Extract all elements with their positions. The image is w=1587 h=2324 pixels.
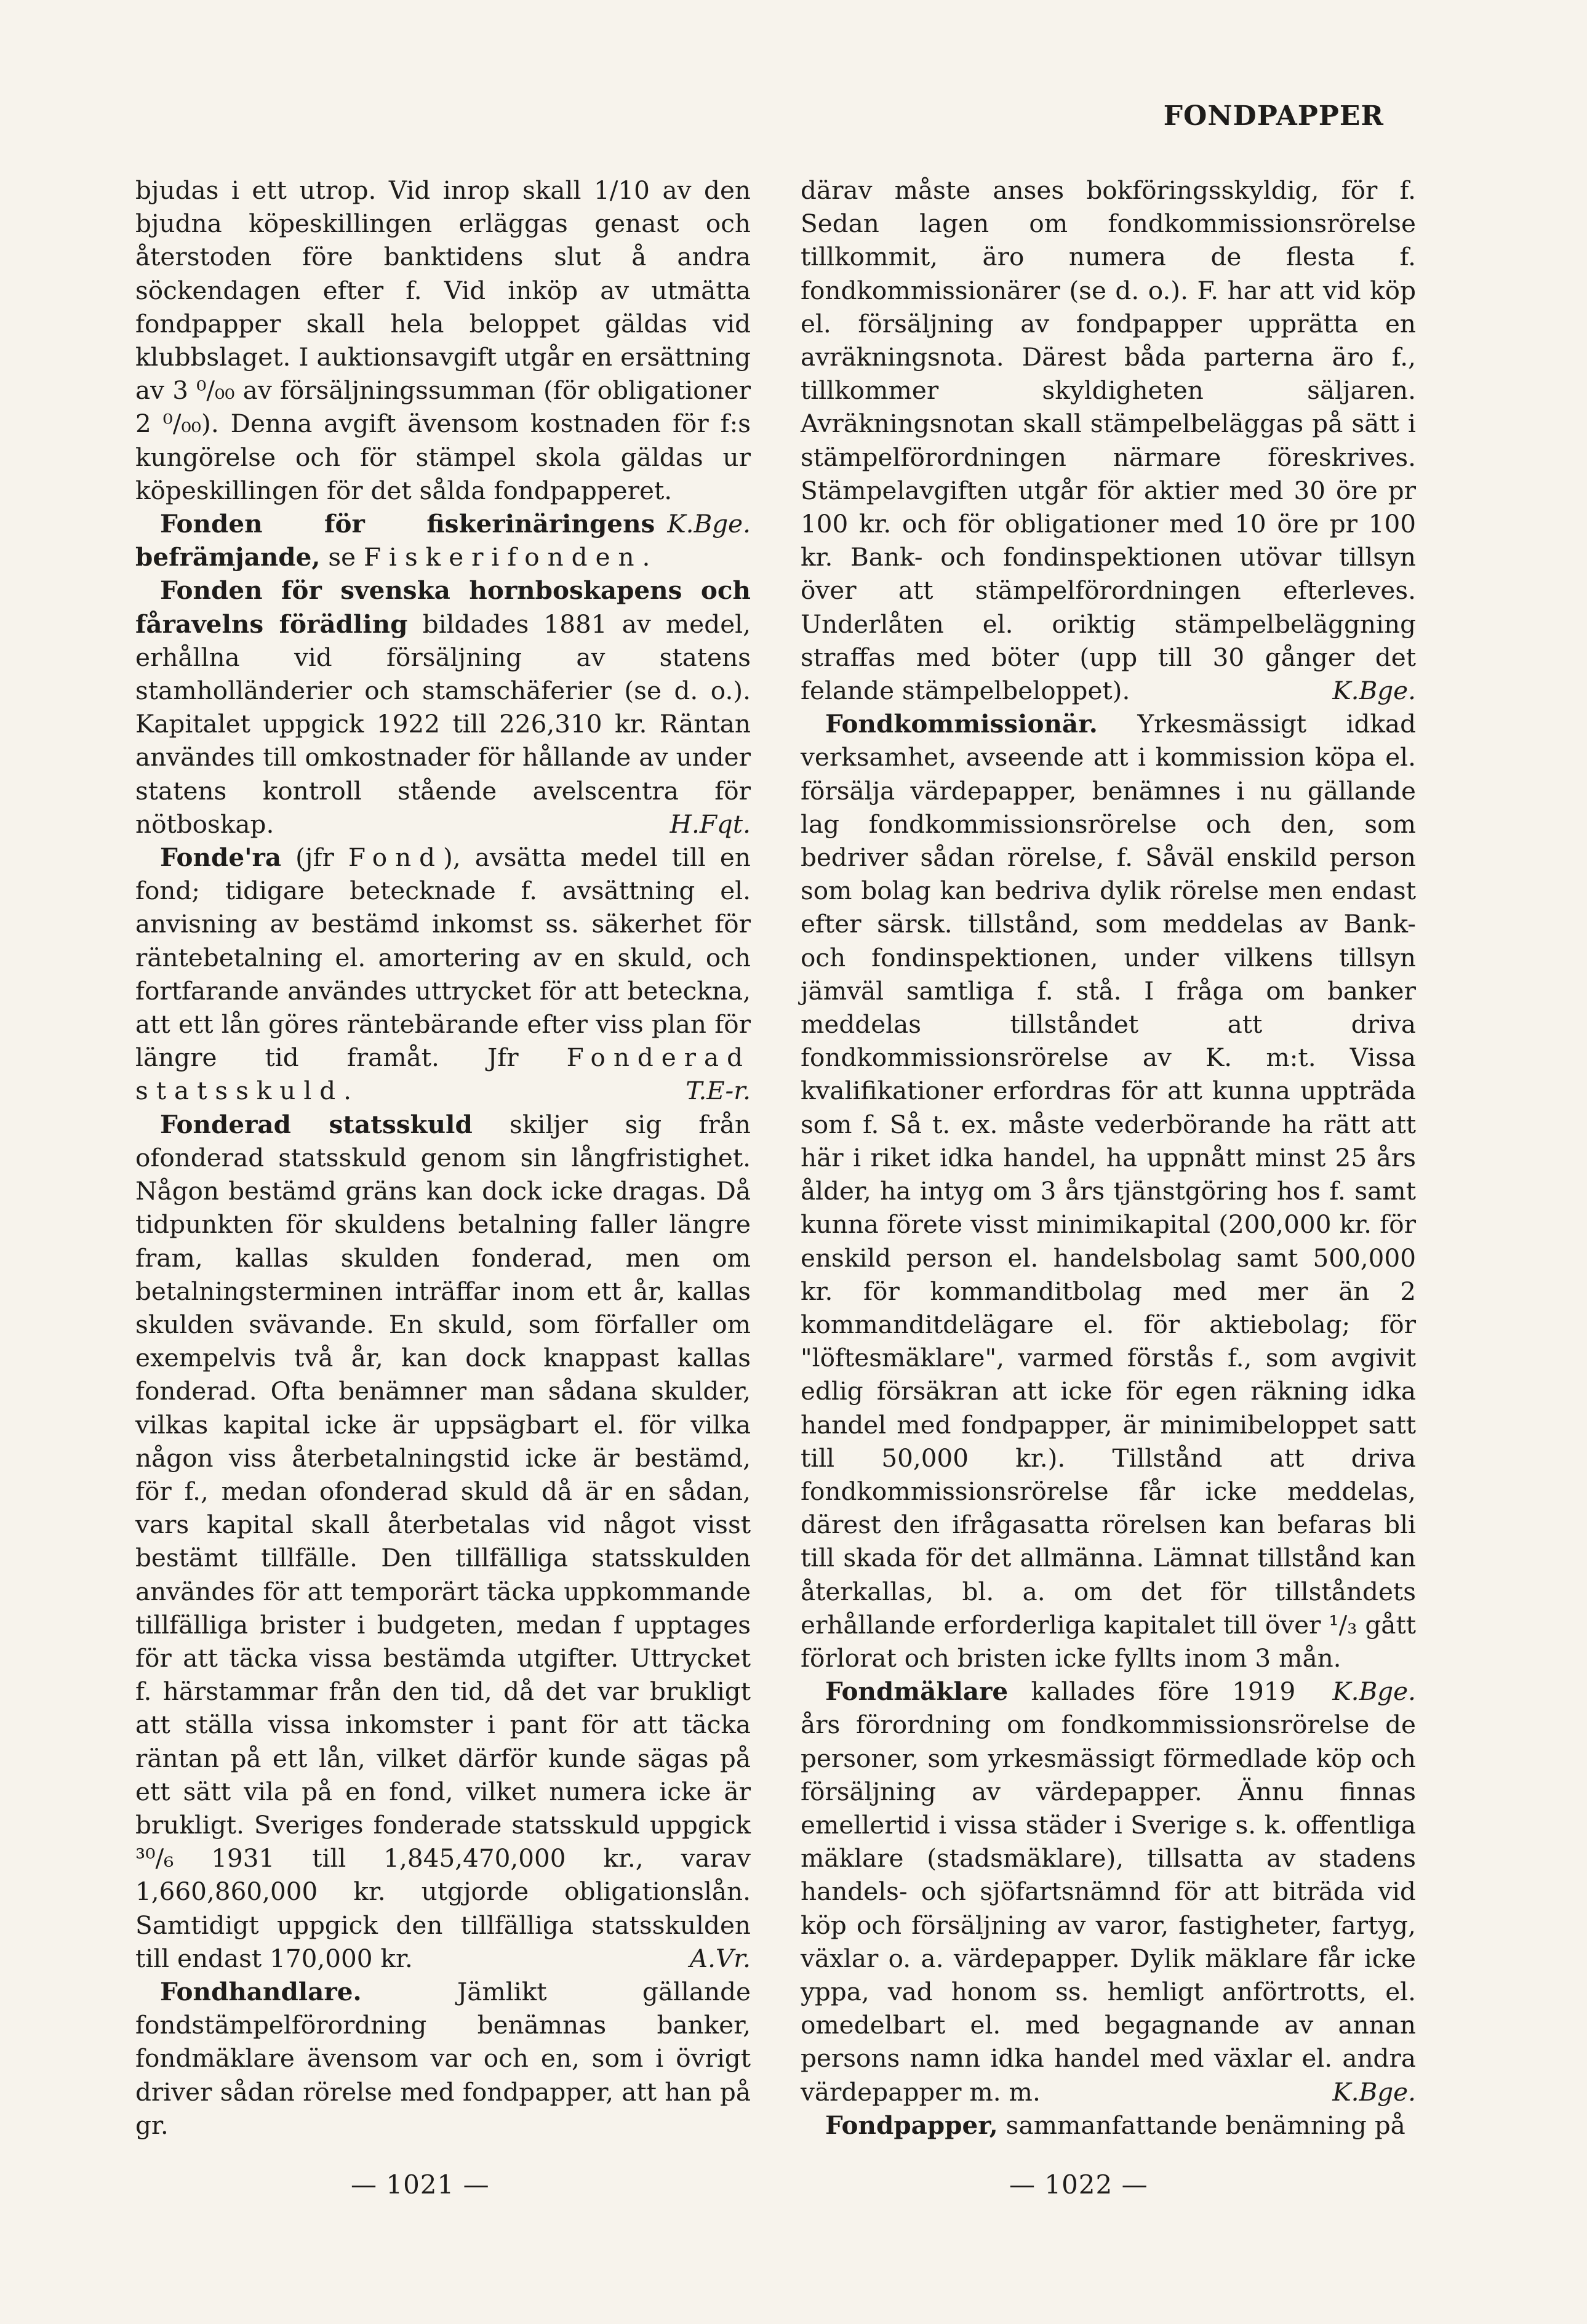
body-text: skiljer sig från ofonderad statsskuld genom sin långfristighet. Någon bestämd gräns kan dock icke dragas. Då tidpunkten för skuldens betalning faller längre fram, kallas skulden fonderad, men om betalningsterminen inträffar inom ett år, kallas skulden svävande. En skuld, som förfaller om exempelvis två år, kan dock knappast kallas fonderad. Ofta benämner man sådana skulder, vilkas kapital icke är uppsägbart el. för vilka någon viss återbetalningstid icke är bestämd, för f., medan ofonderad skuld då är en sådan, vars kapital skall återbetalas vid något visst bestämt tillfälle. Den tillfälliga statsskulden användes för att temporärt täcka uppkommande tillfälliga brister i budgeten, medan f upptages för att täcka vissa bestämda utgifter. Uttrycket f. härstammar från den tid, då det var brukligt att ställa vissa inkomster i pant för att täcka räntan på ett lån, vilket därför kunde sägas på ett sätt vila på en fond, vilket numera icke är brukligt. Sveriges fonderade statsskuld uppgick ³⁰/₆ 1931 till 1,845,470,000 kr., varav 1,660,860,000 kr. utgjorde obligationslån. Samtidigt uppgick den tillfälliga statsskulden till endast 170,000 kr. [135,1109,751,1973]
author-signature: H.Fqt. [670,809,751,839]
author-signature: K.Bge. [1332,1677,1416,1707]
article-continuation [135,174,751,539]
entry-fonden-fiskerinaringen [135,507,751,574]
author-signature: T.E-r. [686,1076,751,1106]
headword: Fondhandlare. [160,1976,362,2006]
entry-fonden-hornboskap [135,574,751,841]
body-text: bjudas i ett utrop. Vid inrop skall 1/10 av den bjudna köpeskillingen erläggas genast och återstoden före banktidens slut å andra söckendagen efter f. Vid inköp av utmätta fondpapper skall hela beloppet gäldas vid klubbslaget. I auktionsavgift utgår en ersättning av 3 ⁰/₀₀ av försäljningssumman (för obligationer 2 ⁰/₀₀). Denna avgift ävensom kostnaden för f:s kungörelse och för stämpel skola gäldas ur köpeskillingen för det sålda fondpapperet. [135,175,751,505]
body-text: kallades före 1919 års förordning om fondkommissionsrörelse de personer, som yrkesmässigt förmedlade köp och försäljning av värdepapper. Ännu finnas emellertid i vissa städer i Sverige s. k. offentliga mäklare (stadsmäklare), tillsatta av stadens handels- och sjöfartsnämnd för att biträda vid köp och försäljning av varor, fastigheter, fartyg, växlar o. a. värdepapper. Dylik mäklare får icke yppa, vad honom ss. hemligt anförtrotts, el. omedelbart el. med begagnande av annan persons namn idka handel med växlar el. andra värdepapper m. m. [801,1677,1416,2107]
entry-fondhandlare [135,1975,751,2142]
author-signature: K.Bge. [1332,2077,1416,2107]
headword: Fondpapper, [825,2110,998,2140]
article-continuation [801,174,1416,707]
body-text: bildades 1881 av medel, erhållna vid försäljning av statens stamholländerier och stamschäferier (se d. o.). Kapitalet uppgick 1922 till 226,310 kr. Räntan användes till omkostnader för hållande av under statens kontroll stående avelscentra för nötboskap. [135,609,751,839]
body-text: Jämlikt gällande fondstämpelförordning benämnas banker, fondmäklare ävensom var och en, som i övrigt driver sådan rörelse med fondpapper, att han på gr. [135,1976,751,2140]
cross-reference: Fonderad statsskuld. [135,1043,751,1106]
author-signature: K.Bge. [667,509,751,539]
entry-fondera [135,841,751,1108]
entry-fonderad-statsskuld [135,1108,751,1975]
headword: Fondmäklare [825,1677,1009,1707]
author-signature: K.Bge. [1332,676,1416,706]
right-column [801,174,1416,2142]
left-column [135,174,751,2142]
entry-fondmaklare [801,1675,1416,2109]
running-head: FONDPAPPER [1163,100,1384,132]
page-number-right: — 1022 — [1009,2170,1148,2200]
headword: Fonderad statsskuld [160,1109,473,1139]
body-text: ), avsätta medel till en fond; tidigare betecknade f. avsättning el. anvisning av bestämd inkomst ss. säkerhet för räntebetalning el. amortering av en skuld, och fortfarande användes uttrycket för att beteckna, att ett lån göres räntebärande efter viss plan för längre tid framåt. Jfr [135,843,751,1073]
headword: Fondkommissionär. [825,709,1098,739]
headword: Fonden för svenska hornboskapens och fåravelns förädling [135,575,751,639]
body-text: därav måste anses bokföringsskyldig, för f. Sedan lagen om fondkommissionsrörelse tillkommit, äro numera de flesta f. fondkommissionärer (se d. o.). F. har att vid köp el. försäljning av fondpapper upprätta en avräkningsnota. Därest båda parterna äro f., tillkommer skyldigheten säljaren. Avräkningsnotan skall stämpelbeläggas på sätt i stämpelförordningen närmare föreskrives. Stämpelavgiften utgår för aktier med 30 öre pr 100 kr. och för obligationer med 10 öre pr 100 kr. Bank- och fondinspektionen utövar tillsyn över att stämpelförordningen efterleves. Underlåten el. oriktig stämpelbeläggning straffas med böter (upp till 30 gånger det felande stämpelbeloppet). [801,175,1416,706]
entry-fondpapper [801,2109,1416,2142]
author-signature: A.Vr. [689,1943,751,1973]
cross-reference: Fiskerifonden. [363,542,658,572]
cross-reference: Fond [348,843,444,873]
headword: Fonden för fiskerinäringens befrämjande, [135,509,655,572]
page-number-left: — 1021 — [351,2170,490,2200]
headword: Fonde'ra [160,843,282,873]
body-text: se [320,542,364,572]
body-text: sammanfattande benämning på [997,2110,1405,2140]
body-text: (jfr [281,843,348,873]
body-text: Yrkesmässigt idkad verksamhet, avseende att i kommission köpa el. försälja värdepapper, benämnes i nu gällande lag fondkommissionsrörelse och den, som bedriver sådan rörelse, f. Såväl enskild person som bolag kan bedriva dylik rörelse men endast efter särsk. tillstånd, som meddelas av Bank- och fondinspektionen, under vilkens tillsyn jämväl samtliga f. stå. I fråga om banker meddelas tillståndet att driva fondkommissionsrörelse av K. m:t. Vissa kvalifikationer erfordras för att kunna uppträda som f. Så t. ex. måste vederbörande ha rätt att här i riket idka handel, ha uppnått minst 25 års ålder, ha intyg om 3 års tjänstgöring hos f. samt kunna förete visst minimikapital (200,000 kr. för enskild person el. handelsbolag samt 500,000 kr. för kommanditbolag med mer än 2 kommanditdelägare el. för aktiebolag; för "löftesmäklare", varmed förstås f., som avgivit edlig försäkran att icke för egen räkning idka handel med fondpapper, är minimibeloppet satt till 50,000 kr.). Tillstånd att driva fondkommissionsrörelse får icke meddelas, därest den ifrågasatta rörelsen kan befaras bli till skada för det allmänna. Lämnat tillstånd kan återkallas, bl. a. om det för tillståndets erhållande erforderliga kapitalet till över ¹/₃ gått förlorat och bristen icke fyllts inom 3 mån. [801,709,1416,1673]
